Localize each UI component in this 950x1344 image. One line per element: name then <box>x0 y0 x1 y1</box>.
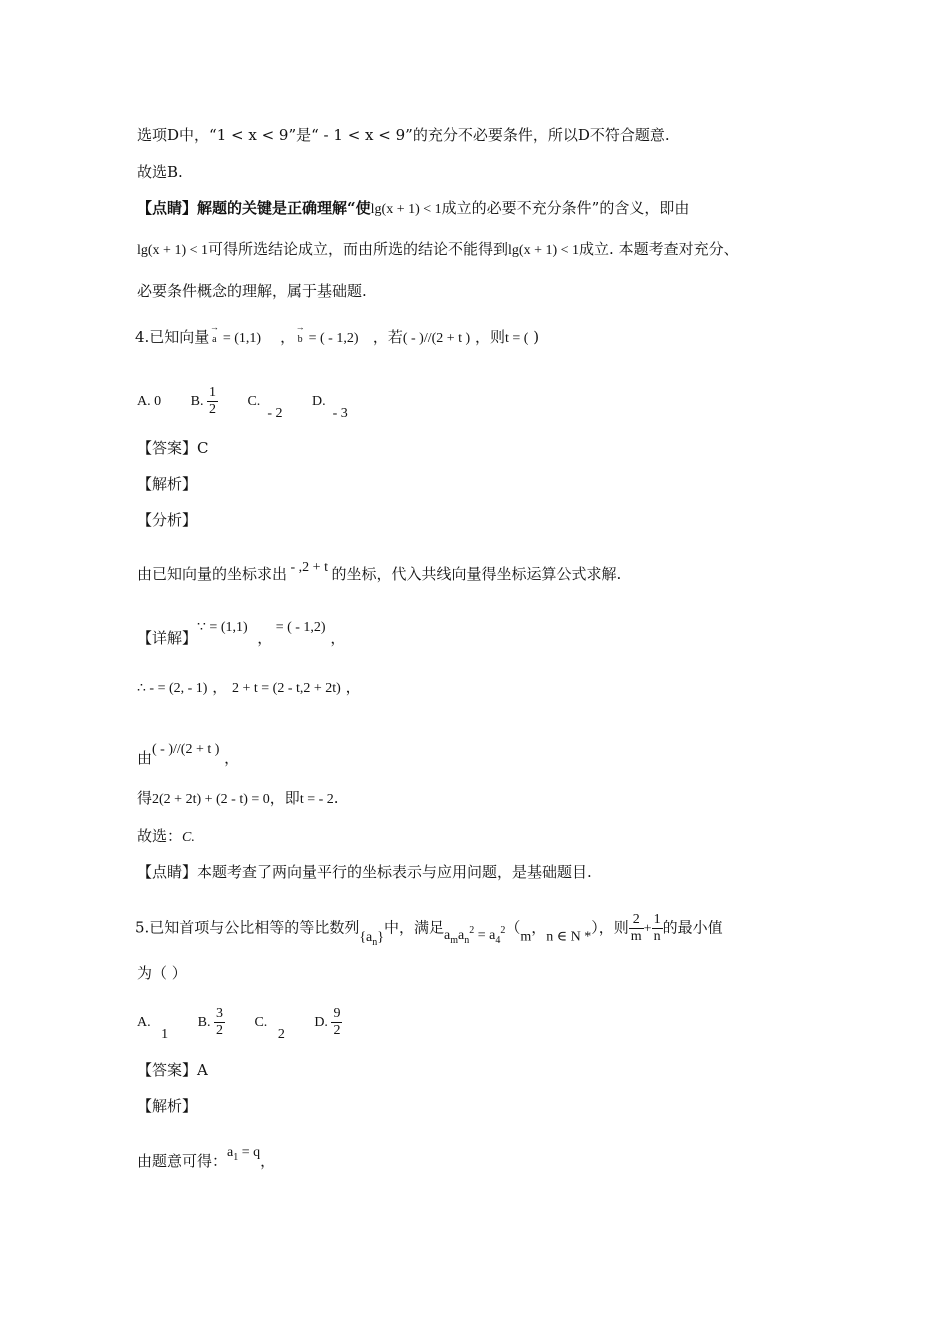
numerator: 1 <box>653 912 661 927</box>
q4-guxuan <box>137 829 195 845</box>
text: 为（ ） <box>137 964 187 982</box>
math-expr: ( - )//(2 + t ) <box>152 742 220 757</box>
option-value: 2 <box>277 1026 285 1042</box>
math-expr: t = - 2 <box>299 792 334 807</box>
text: 故选B. <box>137 163 183 181</box>
text: ， <box>224 749 240 767</box>
vector-a <box>209 322 219 345</box>
math-expr: + <box>643 921 652 937</box>
fraction <box>629 912 644 945</box>
option-c <box>254 1016 284 1042</box>
vector-label: b <box>297 334 303 345</box>
text: 【解析】 <box>137 1097 198 1115</box>
option-a <box>137 1016 168 1042</box>
q5-wei <box>137 966 187 981</box>
text: ， <box>345 678 361 696</box>
q5-jiexi <box>137 1099 197 1114</box>
text: . <box>333 789 339 807</box>
q4-options <box>137 385 374 421</box>
numerator: 3 <box>215 1006 223 1021</box>
math-expr: ∴ - = (2, - 1) <box>137 681 208 696</box>
text: ，若 <box>372 328 403 346</box>
math-seq <box>359 929 384 948</box>
option-label: A. 0 <box>137 393 162 409</box>
option-label: C. <box>254 1014 268 1030</box>
text: 由 <box>137 749 153 767</box>
math-eq <box>227 1145 261 1163</box>
math-expr: {a <box>359 929 373 945</box>
text: 的坐标，代入共线向量得坐标运算公式求解. <box>331 565 622 583</box>
option-b <box>191 385 218 418</box>
q4-dianjing <box>137 865 592 880</box>
text-line-dianjing-1 <box>137 201 689 217</box>
question-5 <box>135 912 723 948</box>
denominator: 2 <box>208 402 216 418</box>
numerator: 9 <box>333 1006 341 1021</box>
math-expr: C. <box>182 830 195 845</box>
math-expr: - ,2 + t <box>287 560 332 575</box>
subscript: n <box>464 934 470 946</box>
math-expr: = (1,1) <box>219 331 262 346</box>
fraction <box>207 385 218 418</box>
text: ， <box>531 918 547 937</box>
text: 【答案】A <box>137 1061 208 1079</box>
q4-jiexi <box>137 477 197 492</box>
text: 成立. 本题考查对充分、 <box>579 240 739 258</box>
arrow-icon: → <box>209 322 219 332</box>
subscript: 4 <box>495 934 501 946</box>
text: 的最小值 <box>662 918 723 937</box>
subscript: m <box>450 934 459 946</box>
math-expr: a <box>458 927 465 943</box>
math-expr: 2 + t = (2 - t,2 + 2t) <box>232 681 341 696</box>
math-expr: = q <box>238 1145 261 1160</box>
text: ，即 <box>269 789 300 807</box>
text-line-dianjing-2 <box>137 242 739 258</box>
question-4: 4.已知向量 → a = (1,1) ， → b = ( - 1,2) ，若( - )//(2 + t ) ，则t = ( ) <box>135 322 540 346</box>
fraction <box>214 1006 225 1039</box>
math-expr: m <box>520 929 532 945</box>
text: 成立的必要不充分条件”的含义，即由 <box>441 199 690 217</box>
q4-step-1: ∴ - = (2, - 1) ， 2 + t = (2 - t,2 + 2t) ， <box>137 678 361 696</box>
text: 【详解】 <box>137 629 198 647</box>
denominator: n <box>653 929 661 945</box>
option-label: D. <box>311 393 326 409</box>
subscript: 1 <box>233 1152 239 1163</box>
option-label: A. <box>137 1014 151 1030</box>
math-expr: lg(x + 1) < 1 <box>370 202 442 217</box>
text: 5.已知首项与公比相等的等比数列 <box>135 918 360 937</box>
math-expr: t = ( <box>505 331 529 346</box>
math-expr: lg(x + 1) < 1 <box>508 243 580 258</box>
text: 必要条件概念的理解，属于基础题. <box>137 282 367 300</box>
math-expr: ( - )//(2 + t ) <box>402 331 471 346</box>
text: ) <box>528 328 540 346</box>
numerator: 1 <box>208 385 216 400</box>
math-expr: lg(x + 1) < 1 <box>137 243 209 258</box>
q4-fenxi-body <box>137 561 621 582</box>
numerator: 2 <box>632 912 640 927</box>
text: 4.已知向量 <box>135 328 210 346</box>
math-expr: } <box>377 929 384 945</box>
option-c <box>247 395 282 421</box>
text: 选项D中，“1 < x < 9”是“ - 1 < x < 9”的充分不必要条件，所以D不符合题意. <box>137 126 670 144</box>
text: （ <box>505 918 521 937</box>
math-expr: = ( - 1,2) <box>305 331 359 346</box>
text: ），则 <box>591 918 629 937</box>
text: 【答案】C <box>137 439 209 457</box>
option-label: C. <box>247 393 261 409</box>
text: 【解析】 <box>137 475 198 493</box>
denominator: 2 <box>215 1023 223 1039</box>
math-eq <box>444 924 506 946</box>
vector-label: a <box>212 334 217 345</box>
q4-step-3 <box>137 791 339 807</box>
denominator: m <box>630 929 642 945</box>
math-expr: a <box>444 927 451 943</box>
text: 故选： <box>137 827 183 845</box>
q4-answer <box>137 441 208 456</box>
text: 由已知向量的坐标求出 <box>137 565 288 583</box>
option-value: - 2 <box>267 405 283 421</box>
option-d <box>312 395 348 421</box>
option-value: 1 <box>161 1026 169 1042</box>
text: ， <box>330 629 346 647</box>
option-value: - 3 <box>332 405 348 421</box>
vector-b <box>295 322 305 345</box>
text: 【点睛】解题的关键是正确理解“使 <box>137 199 371 217</box>
text: 中，满足 <box>384 918 445 937</box>
text-line-choose-b <box>137 165 183 180</box>
option-label: B. <box>197 1014 211 1030</box>
q5-answer <box>137 1063 208 1078</box>
arrow-icon: → <box>295 322 305 332</box>
text: 得 <box>137 789 153 807</box>
q5-last <box>137 1146 275 1169</box>
option-label: D. <box>314 1014 328 1030</box>
math-expr: 2(2 + 2t) + (2 - t) = 0 <box>152 792 270 807</box>
fraction <box>331 1006 342 1039</box>
q4-fenxi <box>137 513 197 528</box>
text: 由题意可得： <box>137 1152 228 1170</box>
option-a <box>137 395 161 409</box>
text-line-dianjing-3 <box>137 284 367 299</box>
text: 【点睛】本题考查了两向量平行的坐标表示与应用问题，是基础题目. <box>137 863 592 881</box>
math-expr: n ∈ N * <box>546 929 592 945</box>
math-expr: ∵ = (1,1) <box>197 620 248 635</box>
fraction <box>652 912 663 945</box>
text: ，则 <box>475 328 506 346</box>
subscript: n <box>372 936 378 948</box>
option-label: B. <box>190 393 204 409</box>
superscript: 2 <box>500 924 506 936</box>
q4-xiangjie: 【详解】∵ = (1,1) ， = ( - 1,2) ， <box>137 620 346 647</box>
math-expr: = ( - 1,2) <box>272 620 326 635</box>
q5-options <box>137 1006 368 1042</box>
text: ， <box>260 1152 276 1170</box>
text: 【分析】 <box>137 511 198 529</box>
text-line-option-d <box>137 128 670 143</box>
option-d <box>314 1006 342 1039</box>
q4-step-2 <box>137 743 239 766</box>
denominator: 2 <box>333 1023 341 1039</box>
math-expr: = a <box>474 927 496 943</box>
option-b <box>198 1006 225 1039</box>
superscript: 2 <box>469 924 475 936</box>
text: 可得所选结论成立，而由所选的结论不能得到 <box>208 240 509 258</box>
math-expr: a <box>227 1145 234 1160</box>
